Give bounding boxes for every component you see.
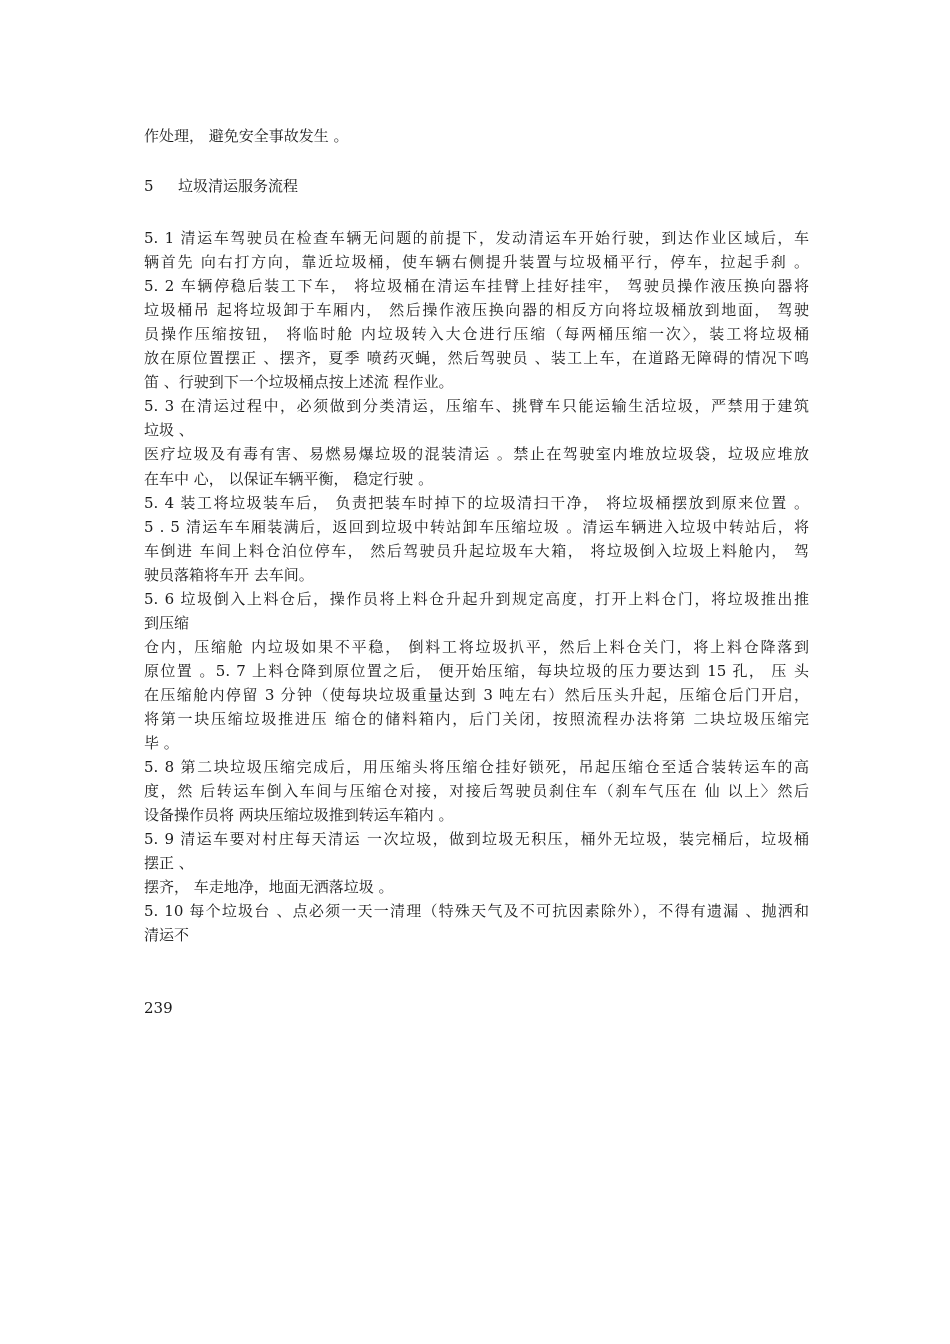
body-line: 在车中 心， 以保证车辆平衡， 稳定行驶 。 [144, 469, 434, 488]
body-line: 5. 2 车辆停稳后装工下车， 将垃圾桶在清运车挂臂上挂好挂牢， 驾驶员操作液压换向器将 [144, 277, 809, 296]
body-line: 放在原位置摆正 、摆齐，夏季 喷药灭蝇，然后驾驶员 、装工上车，在道路无障碍的情况下鸣 [144, 349, 809, 368]
body-line: 垃圾 、 [144, 421, 194, 440]
page-number: 239 [144, 999, 173, 1017]
continuation-line: 作处理， 避免安全事故发生 。 [144, 127, 349, 145]
body-line: 笛 、行驶到下一个垃圾桶点按上述流 程作业。 [144, 373, 454, 392]
section-heading [144, 174, 809, 198]
body-line: 毕 。 [144, 734, 179, 753]
body-line: 在压缩舱内停留 3 分钟（使每块垃圾重量达到 3 吨左右）然后压头升起，压缩仓后门开启， [144, 685, 809, 704]
body-line: 原位置 。5. 7 上料仓降到原位置之后， 便开始压缩，每块垃圾的压力要达到 15 孔， 压 头 [144, 661, 809, 680]
body-line: 医疗垃圾及有毒有害、易燃易爆垃圾的混装清运 。禁止在驾驶室内堆放垃圾袋，垃圾应堆放 [144, 445, 809, 464]
body-line: 5. 8 第二块垃圾压缩完成后，用压缩头将压缩仓挂好锁死，吊起压缩仓至适合装转运车的高 [144, 758, 809, 777]
section-number: 5 [144, 177, 154, 195]
section-title: 垃圾清运服务流程 [178, 177, 299, 195]
body-line: 摆正 、 [144, 854, 194, 873]
body-line: 5. 4 装工将垃圾装车后， 负责把装车时掉下的垃圾清扫干净， 将垃圾桶摆放到原来位置 。 [144, 493, 809, 512]
body-line: 度，然 后转运车倒入车间与压缩仓对接，对接后驾驶员刹住车（刹车气压在 仙 以上〉然后 [144, 782, 809, 801]
body-line: 到压缩 [144, 613, 190, 632]
body-line: 摆齐， 车走地净，地面无洒落垃圾 。 [144, 878, 394, 897]
body-line: 5. 6 垃圾倒入上料仓后，操作员将上料仓升起升到规定高度，打开上料仓门，将垃圾推出推 [144, 589, 809, 608]
body-line: 设备操作员将 两块压缩垃圾推到转运车箱内 。 [144, 806, 454, 825]
body-line: 仓内，压缩舱 内垃圾如果不平稳， 倒料工将垃圾扒平，然后上料仓关门，将上料仓降落到 [144, 637, 809, 656]
body-line: 辆首先 向右打方向，靠近垃圾桶，使车辆右侧提升装置与垃圾桶平行，停车，拉起手刹 。 [144, 253, 809, 272]
body-line: 5. 3 在清运过程中，必须做到分类清运，压缩车、挑臂车只能运输生活垃圾，严禁用于建筑 [144, 397, 809, 416]
body-line: 5 . 5 清运车车厢装满后，返回到垃圾中转站卸车压缩垃圾 。清运车辆进入垃圾中转站后，将 [144, 517, 809, 536]
body-line: 5. 9 清运车要对村庄每天清运 一次垃圾，做到垃圾无积压，桶外无垃圾，装完桶后，垃圾桶 [144, 830, 809, 849]
body-line: 驶员落箱将车开 去车间。 [144, 565, 314, 584]
body-line: 5. 1 清运车驾驶员在检查车辆无问题的前提下，发动清运车开始行驶，到达作业区域后，车 [144, 229, 809, 247]
body-line: 清运不 [144, 926, 190, 945]
body-line: 员操作压缩按钮， 将临时舱 内垃圾转入大仓进行压缩（每两桶压缩一次〉，装工将垃圾桶 [144, 325, 809, 344]
body-line: 车倒进 车间上料仓泊位停车， 然后驾驶员升起垃圾车大箱， 将垃圾倒入垃圾上料舱内， 驾 [144, 541, 809, 560]
body-line: 5. 10 每个垃圾台 、点必须一天一清理（特殊天气及不可抗因素除外），不得有遗漏 、抛洒和 [144, 902, 809, 921]
body-line: 将第一块压缩垃圾推进压 缩仓的储料箱内，后门关闭，按照流程办法将第 二块垃圾压缩完 [144, 710, 809, 728]
body-line: 垃圾桶吊 起将垃圾卸于车厢内， 然后操作液压换向器的相反方向将垃圾桶放到地面， 驾驶 [144, 301, 809, 320]
